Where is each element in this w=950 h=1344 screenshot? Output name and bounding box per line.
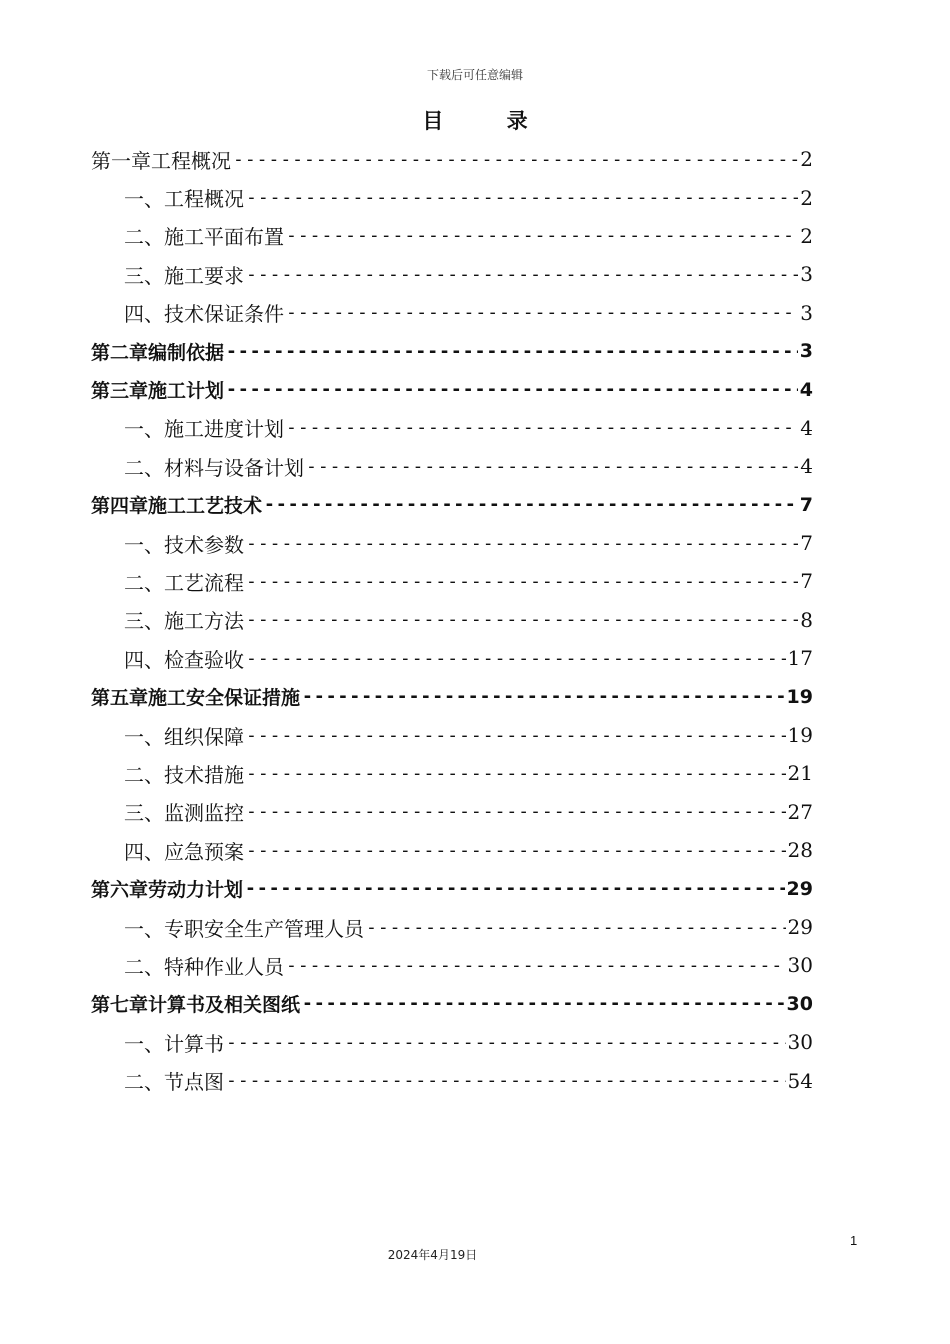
toc-entry-number: 三、 (124, 263, 164, 288)
toc-section-entry[interactable] (91, 255, 813, 293)
toc-entry-number: 二、 (124, 762, 164, 787)
toc-dot-leader (366, 917, 786, 938)
toc-entry-number: 二、 (124, 225, 164, 250)
toc-entry-page: 19 (786, 685, 813, 708)
toc-section-entry[interactable] (91, 447, 813, 485)
toc-entry-number: 三、 (124, 609, 164, 634)
toc-entry-title: 施工安全保证措施 (148, 687, 301, 710)
toc-entry-title: 检查验收 (164, 647, 244, 672)
toc-entry-title: 施工进度计划 (164, 417, 284, 442)
toc-entry-title: 监测监控 (164, 801, 244, 826)
toc-entry-title: 特种作业人员 (164, 954, 284, 979)
toc-dot-leader (246, 801, 786, 822)
toc-entry-page: 2 (800, 147, 813, 172)
toc-section-entry[interactable] (91, 178, 813, 216)
toc-chapter-entry[interactable] (91, 985, 813, 1023)
toc-section-entry[interactable] (91, 409, 813, 447)
toc-entry-page: 3 (799, 340, 813, 363)
toc-entry-page: 30 (787, 953, 813, 978)
toc-entry-number: 二、 (124, 570, 164, 595)
toc-entry-page: 2 (800, 223, 813, 248)
toc-section-entry[interactable] (91, 946, 813, 984)
toc-entry-title: 计算书及相关图纸 (148, 994, 301, 1017)
toc-entry-number: 第六章 (91, 879, 149, 902)
toc-dot-leader (306, 456, 798, 477)
toc-entry-number: 一、 (124, 724, 164, 749)
toc-entry-number: 第二章 (91, 341, 149, 364)
toc-entry-page: 30 (786, 992, 813, 1015)
toc-chapter-entry[interactable] (91, 370, 813, 408)
toc-entry-page: 2 (800, 185, 813, 210)
toc-entry-title: 工程概况 (164, 187, 244, 212)
toc-entry-number: 一、 (124, 417, 164, 442)
toc-section-entry[interactable] (91, 908, 813, 946)
toc-dot-leader (226, 1070, 786, 1091)
toc-dot-leader (246, 187, 798, 208)
toc-section-entry[interactable] (91, 601, 813, 639)
toc-entry-title: 组织保障 (164, 724, 244, 749)
toc-dot-leader (302, 686, 785, 707)
toc-chapter-entry[interactable] (91, 140, 813, 178)
toc-entry-title: 技术保证条件 (164, 302, 284, 327)
toc-entry-title: 工程概况 (151, 148, 231, 173)
toc-entry-title: 劳动力计划 (148, 879, 244, 902)
toc-entry-page: 30 (787, 1030, 813, 1055)
toc-chapter-entry[interactable] (91, 677, 813, 715)
toc-entry-title: 节点图 (164, 1070, 224, 1095)
toc-entry-page: 29 (787, 915, 813, 939)
toc-entry-page: 4 (800, 415, 813, 440)
toc-entry-page: 3 (800, 262, 813, 287)
toc-chapter-entry[interactable] (91, 486, 813, 524)
toc-dot-leader (246, 763, 786, 784)
toc-dot-leader (286, 955, 786, 976)
toc-dot-leader (226, 379, 798, 400)
footer-date: 2024年4月19日 (387, 1248, 478, 1262)
toc-dot-leader (246, 840, 786, 861)
toc-dot-leader (246, 648, 786, 669)
toc-dot-leader (246, 725, 786, 746)
toc-entry-title: 材料与设备计划 (164, 455, 304, 480)
toc-section-entry[interactable] (91, 793, 813, 831)
toc-entry-number: 二、 (124, 455, 164, 480)
toc-entry-number: 一、 (124, 532, 164, 557)
toc-entry-number: 第五章 (91, 687, 149, 710)
toc-entry-title: 施工平面布置 (164, 225, 284, 250)
toc-entry-number: 二、 (124, 954, 164, 979)
toc-entry-page: 21 (787, 761, 813, 786)
toc-dot-leader (302, 993, 785, 1014)
toc-entry-page: 28 (787, 838, 813, 863)
toc-dot-leader (286, 417, 798, 438)
toc-entry-title: 应急预案 (164, 839, 244, 864)
toc-section-entry[interactable] (91, 294, 813, 332)
toc-entry-number: 第一章 (91, 148, 151, 173)
toc-entry-title: 编制依据 (148, 341, 225, 364)
toc-entry-title: 工艺流程 (164, 570, 244, 595)
toc-dot-leader (246, 571, 798, 592)
toc-entry-page: 7 (800, 531, 813, 556)
toc-entry-page: 3 (800, 300, 813, 325)
toc-entry-title: 施工要求 (164, 263, 244, 288)
toc-entry-title: 施工工艺技术 (148, 495, 263, 518)
toc-entry-title: 技术参数 (164, 532, 244, 557)
toc-entry-number: 一、 (124, 187, 164, 212)
toc-entry-title: 施工方法 (164, 609, 244, 634)
toc-dot-leader (233, 149, 798, 170)
toc-entry-number: 一、 (124, 1031, 164, 1056)
toc-section-entry[interactable] (91, 831, 813, 869)
toc-entry-title: 技术措施 (164, 762, 244, 787)
page-number: 1 (850, 1233, 858, 1248)
toc-entry-page: 27 (787, 799, 813, 824)
toc-entry-page: 29 (786, 877, 813, 900)
toc-dot-leader (264, 494, 798, 515)
toc-entry-number: 二、 (124, 1070, 164, 1095)
toc-section-entry[interactable] (91, 1023, 813, 1061)
toc-entry-number: 一、 (124, 916, 164, 941)
toc-dot-leader (246, 264, 798, 285)
toc-dot-leader (246, 533, 798, 554)
toc-entry-page: 7 (799, 493, 813, 516)
toc-entry-page: 7 (800, 569, 813, 594)
table-of-contents (91, 140, 813, 1100)
toc-section-entry[interactable] (91, 524, 813, 562)
toc-dot-leader (286, 225, 798, 246)
toc-entry-number: 四、 (124, 647, 164, 672)
toc-entry-number: 四、 (124, 302, 164, 327)
toc-entry-page: 17 (787, 646, 813, 671)
toc-entry-page: 54 (787, 1068, 813, 1093)
toc-entry-title: 计算书 (164, 1031, 224, 1056)
toc-dot-leader (226, 1032, 786, 1053)
toc-entry-title: 专职安全生产管理人员 (164, 916, 364, 941)
toc-section-entry[interactable] (91, 716, 813, 754)
toc-entry-number: 第七章 (91, 994, 149, 1017)
toc-entry-page: 4 (799, 378, 813, 401)
toc-entry-page: 19 (787, 723, 813, 748)
toc-entry-number: 四、 (124, 839, 164, 864)
toc-chapter-entry[interactable] (91, 869, 813, 907)
toc-entry-page: 8 (800, 607, 813, 632)
toc-chapter-entry[interactable] (91, 332, 813, 370)
toc-entry-title: 施工计划 (148, 380, 225, 403)
toc-section-entry[interactable] (91, 754, 813, 792)
toc-section-entry[interactable] (91, 639, 813, 677)
toc-entry-number: 第三章 (91, 380, 149, 403)
toc-dot-leader (226, 341, 798, 362)
toc-entry-number: 第四章 (91, 495, 149, 518)
toc-dot-leader (286, 302, 798, 323)
toc-section-entry[interactable] (91, 1061, 813, 1099)
toc-entry-number: 三、 (124, 801, 164, 826)
toc-section-entry[interactable] (91, 562, 813, 600)
toc-dot-leader (245, 878, 785, 899)
toc-section-entry[interactable] (91, 217, 813, 255)
toc-entry-page: 4 (800, 454, 813, 479)
toc-title: 目 录 (422, 109, 556, 133)
toc-dot-leader (246, 609, 798, 630)
page-header: 下载后可任意编辑 (426, 68, 523, 82)
